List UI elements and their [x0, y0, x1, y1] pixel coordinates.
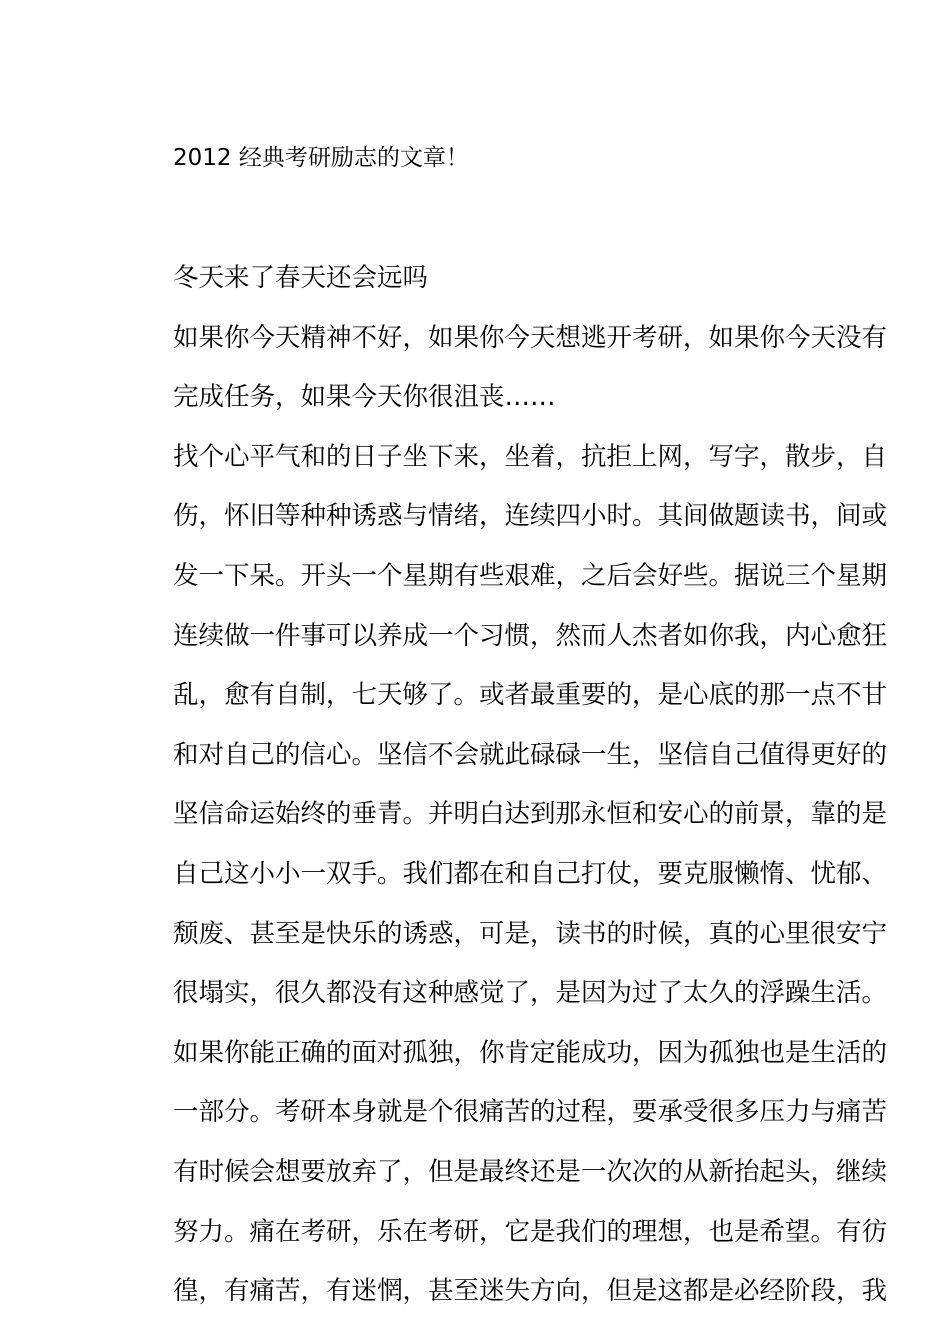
text-line: 颓废、甚至是快乐的诱惑，可是，读书的时候，真的心里很安宁: [173, 918, 888, 949]
document-body: [173, 258, 950, 1331]
text-line: 有时候会想要放弃了，但是最终还是一次次的从新抬起头，继续: [173, 1156, 888, 1187]
text-line: 如果你今天精神不好，如果你今天想逃开考研，如果你今天没有: [173, 322, 888, 353]
text-line: 伤，怀旧等种种诱惑与情绪，连续四小时。其间做题读书，间或: [173, 501, 888, 532]
text-line: 连续做一件事可以养成一个习惯，然而人杰者如你我，内心愈狂: [173, 620, 888, 651]
text-line: 乱，愈有自制，七天够了。或者最重要的，是心底的那一点不甘: [173, 680, 888, 711]
text-line: 和对自己的信心。坚信不会就此碌碌一生，坚信自己值得更好的: [173, 739, 888, 770]
text-line: 一部分。考研本身就是个很痛苦的过程，要承受很多压力与痛苦: [173, 1097, 888, 1128]
text-line: 完成任务，如果今天你很沮丧……: [173, 382, 556, 413]
text-line: 努力。痛在考研，乐在考研，它是我们的理想，也是希望。有彷: [173, 1216, 888, 1247]
document-title: 2012 经典考研励志的文章！: [173, 145, 469, 171]
text-line: 发一下呆。开头一个星期有些艰难，之后会好些。据说三个星期: [173, 560, 888, 591]
text-line: 徨，有痛苦，有迷惘，甚至迷失方向，但是这都是必经阶段，我: [173, 1276, 888, 1307]
text-line: 找个心平气和的日子坐下来，坐着，抗拒上网，写字，散步，自: [173, 441, 888, 472]
text-line: 冬天来了春天还会远吗: [173, 263, 429, 293]
text-line: 坚信命运始终的垂青。并明白达到那永恒和安心的前景，靠的是: [173, 799, 888, 830]
text-line: 很塌实，很久都没有这种感觉了，是因为过了太久的浮躁生活。: [173, 978, 888, 1009]
text-line: 自己这小小一双手。我们都在和自己打仗，要克服懒惰、忧郁、: [173, 858, 888, 889]
text-line: 如果你能正确的面对孤独，你肯定能成功，因为孤独也是生活的: [173, 1037, 888, 1068]
